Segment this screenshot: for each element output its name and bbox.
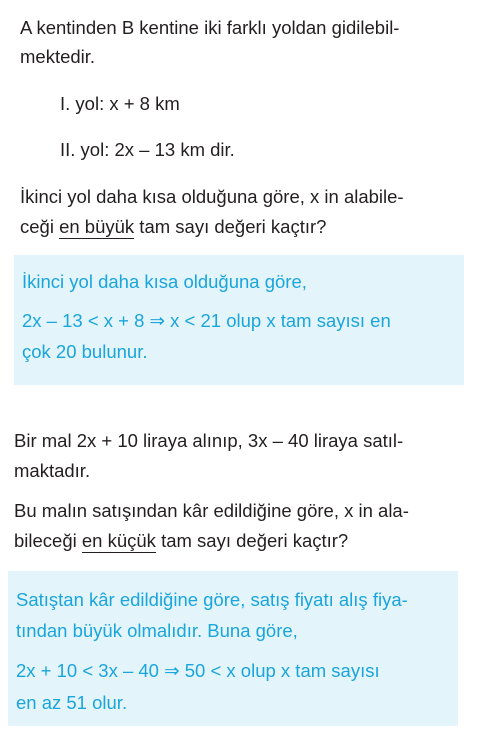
question-text: tam sayı değeri kaçtır?	[134, 216, 327, 237]
question-text: bileceği	[14, 530, 82, 551]
question-text: tam sayı değeri kaçtır?	[155, 530, 349, 551]
solution2-line1: Satıştan kâr edildiğine göre, satış fiyatı alış fiya-	[16, 589, 408, 610]
solution2-line3: 2x + 10 < 3x – 40 ⇒ 50 < x olup x tam sayısı	[16, 660, 380, 681]
problem1-text-line2: mektedir.	[20, 46, 96, 67]
problem2-text-line2: maktadır.	[14, 460, 91, 481]
problem2-question-line2	[14, 530, 348, 552]
solution2-line2: tından büyük olmalıdır. Buna göre,	[16, 620, 298, 641]
road2-expression: II. yol: 2x – 13 km dir.	[60, 139, 235, 160]
emphasis-underlined: en küçük	[81, 530, 156, 551]
solution1-line2: 2x – 13 < x + 8 ⇒ x < 21 olup x tam sayısı en	[22, 310, 391, 331]
problem1-text-line1: A kentinden B kentine iki farklı yoldan gidilebil-	[20, 17, 400, 38]
solution1-line3: çok 20 bulunur.	[22, 341, 148, 362]
solution1-line1: İkinci yol daha kısa olduğuna göre,	[22, 271, 307, 292]
emphasis-underlined: en büyük	[59, 216, 135, 237]
solution2-line4: en az 51 olur.	[16, 692, 128, 713]
problem2-question-line1: Bu malın satışından kâr edildiğine göre, x in ala-	[14, 500, 409, 521]
problem1-question-line1: İkinci yol daha kısa olduğuna göre, x in alabile-	[20, 186, 404, 207]
problem2-text-line1: Bir mal 2x + 10 liraya alınıp, 3x – 40 liraya satıl-	[14, 430, 404, 451]
road1-expression: I. yol: x + 8 km	[60, 93, 180, 114]
problem1-question-line2	[20, 216, 326, 238]
question-text: ceği	[20, 216, 60, 237]
